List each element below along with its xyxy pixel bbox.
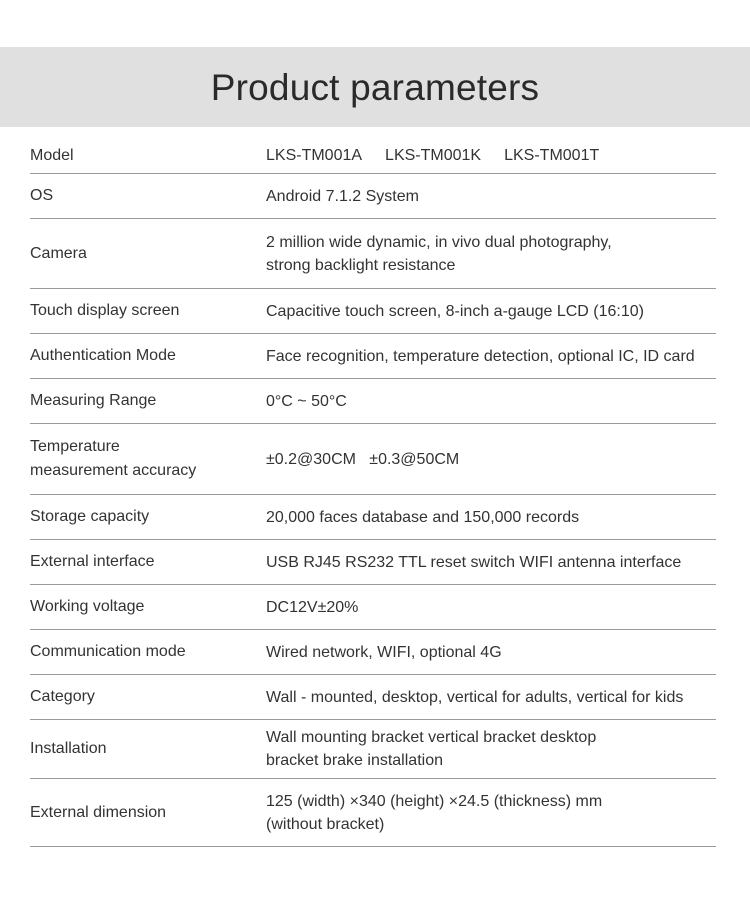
- row-label: OS: [30, 187, 54, 204]
- row-value: ±0.2@30CM ±0.3@50CM: [266, 450, 460, 468]
- table-row-measuring-range: [30, 379, 716, 424]
- row-value: Capacitive touch screen, 8-inch a-gauge LCD (16:10): [266, 302, 644, 320]
- row-value: Android 7.1.2 System: [266, 187, 419, 205]
- row-value: 20,000 faces database and 150,000 records: [266, 508, 580, 526]
- row-label: Authentication Mode: [30, 347, 176, 364]
- table-row-touch-display: [30, 289, 716, 334]
- model-code: LKS-TM001A: [266, 147, 363, 164]
- row-label: External interface: [30, 553, 155, 570]
- table-row-authentication: [30, 334, 716, 379]
- table-row-installation: [30, 720, 716, 779]
- row-label: Camera: [30, 244, 87, 262]
- table-row-communication: [30, 630, 716, 675]
- row-label: Storage capacity: [30, 508, 150, 525]
- row-label: Model: [30, 146, 74, 164]
- row-value: Wall - mounted, desktop, vertical for adults, vertical for kids: [266, 688, 684, 706]
- row-value: Wall mounting bracket vertical bracket desktop bracket brake installation: [266, 729, 597, 769]
- row-label: Communication mode: [30, 643, 186, 660]
- row-label: Category: [30, 688, 95, 705]
- row-value: DC12V±20%: [266, 598, 359, 616]
- table-row-category: [30, 675, 716, 720]
- row-value: 125 (width) ×340 (height) ×24.5 (thickness) mm (without bracket): [266, 792, 603, 833]
- table-row-storage: [30, 495, 716, 540]
- row-label: External dimension: [30, 803, 167, 821]
- row-label: Temperature measurement accuracy: [30, 438, 197, 479]
- row-label: Touch display screen: [30, 302, 180, 319]
- table-row-camera: [30, 219, 716, 289]
- table-row-working-voltage: [30, 585, 716, 630]
- table-row-external-interface: [30, 540, 716, 585]
- row-value: 2 million wide dynamic, in vivo dual photography, strong backlight resistance: [266, 233, 612, 274]
- row-label: Working voltage: [30, 598, 145, 615]
- row-label: Installation: [30, 740, 107, 757]
- title-banner: [0, 47, 750, 127]
- model-code: LKS-TM001T: [504, 147, 600, 164]
- table-row-model: [30, 138, 716, 174]
- model-code: LKS-TM001K: [385, 147, 482, 164]
- row-value: Wired network, WIFI, optional 4G: [266, 643, 502, 661]
- page-title: Product parameters: [210, 67, 540, 108]
- row-label: Measuring Range: [30, 392, 157, 409]
- row-value: 0°C ~ 50°C: [266, 392, 347, 410]
- row-value: [266, 144, 716, 167]
- table-row-temperature-accuracy: [30, 424, 716, 495]
- row-value: USB RJ45 RS232 TTL reset switch WIFI antenna interface: [266, 553, 682, 571]
- row-value: Face recognition, temperature detection, optional IC, ID card: [266, 347, 695, 365]
- table-row-external-dimension: [30, 779, 716, 847]
- parameter-table: [30, 138, 716, 847]
- table-row-os: [30, 174, 716, 219]
